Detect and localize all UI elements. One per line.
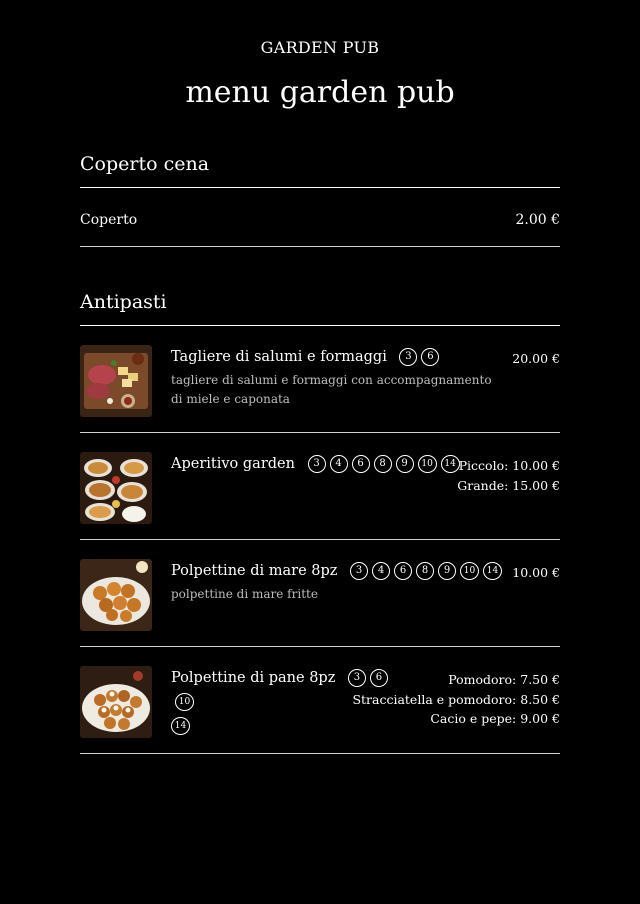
row-divider: [80, 753, 560, 754]
section-title: Antipasti: [80, 291, 167, 313]
allergen-badge: 10: [460, 562, 479, 580]
allergen-badge: 3: [350, 562, 368, 580]
allergen-badge: 6: [421, 348, 439, 366]
menu-row-coperto[interactable]: [80, 188, 560, 246]
item-name: Tagliere di salumi e formaggi: [171, 349, 387, 365]
item-price: 20.00 €: [512, 351, 560, 366]
charcuterie-board-image: [80, 345, 152, 417]
item-prices: [512, 563, 560, 583]
item-price: Pomodoro: 7.50 €: [448, 672, 560, 687]
allergen-badge: 8: [416, 562, 434, 580]
item-name: Polpettine di mare 8pz: [171, 563, 338, 579]
allergen-badge: 6: [352, 455, 370, 473]
item-prices: [512, 349, 560, 369]
item-price: Piccolo: 10.00 €: [458, 458, 560, 473]
item-price: Cacio e pepe: 9.00 €: [430, 711, 560, 726]
allergen-badge: 4: [330, 455, 348, 473]
item-name-line: [171, 348, 439, 366]
allergen-badge: 10: [175, 693, 194, 711]
allergen-badge: 6: [370, 669, 388, 687]
item-name: Polpettine di pane 8pz: [171, 670, 336, 686]
menu-item-tagliere[interactable]: [80, 326, 560, 432]
item-price: Stracciatella e pomodoro: 8.50 €: [352, 691, 560, 707]
item-prices: [457, 456, 560, 495]
allergen-badge: 3: [308, 455, 326, 473]
item-name: Coperto: [80, 212, 138, 228]
menu-title: menu garden pub: [185, 75, 455, 110]
section-coperto: [80, 153, 560, 247]
item-price: 10.00 €: [512, 565, 560, 580]
allergen-badge: 4: [372, 562, 390, 580]
fried-seafood-balls-image: [80, 559, 152, 631]
item-description: polpettine di mare fritte: [171, 587, 318, 601]
section-title: Coperto cena: [80, 153, 210, 175]
allergen-badge: 9: [396, 455, 414, 473]
allergen-badge: 3: [348, 669, 366, 687]
item-prices: [352, 670, 560, 729]
allergen-badge: 6: [394, 562, 412, 580]
allergen-badge: 14: [171, 717, 190, 735]
allergen-badge: 14: [441, 455, 460, 473]
allergen-badge: 14: [483, 562, 502, 580]
restaurant-name: GARDEN PUB: [260, 38, 380, 57]
allergen-badge: 10: [418, 455, 437, 473]
allergen-badge: 9: [438, 562, 456, 580]
row-divider: [80, 246, 560, 247]
item-name-line: [171, 562, 502, 580]
appetizer-platter-image: [80, 452, 152, 524]
section-antipasti: [80, 291, 560, 754]
menu-item-polpettine-mare[interactable]: [80, 540, 560, 646]
item-description: tagliere di salumi e formaggi con accompagnamento di miele e caponata: [171, 373, 492, 406]
allergen-badge: 8: [374, 455, 392, 473]
menu-item-aperitivo[interactable]: [80, 433, 560, 539]
item-price: Grande: 15.00 €: [457, 477, 560, 493]
bread-balls-image: [80, 666, 152, 738]
allergen-badge: 3: [399, 348, 417, 366]
item-name-line: [171, 455, 460, 473]
menu-item-polpettine-pane[interactable]: [80, 647, 560, 753]
item-name: Aperitivo garden: [171, 456, 295, 472]
item-price: 2.00 €: [515, 212, 560, 228]
